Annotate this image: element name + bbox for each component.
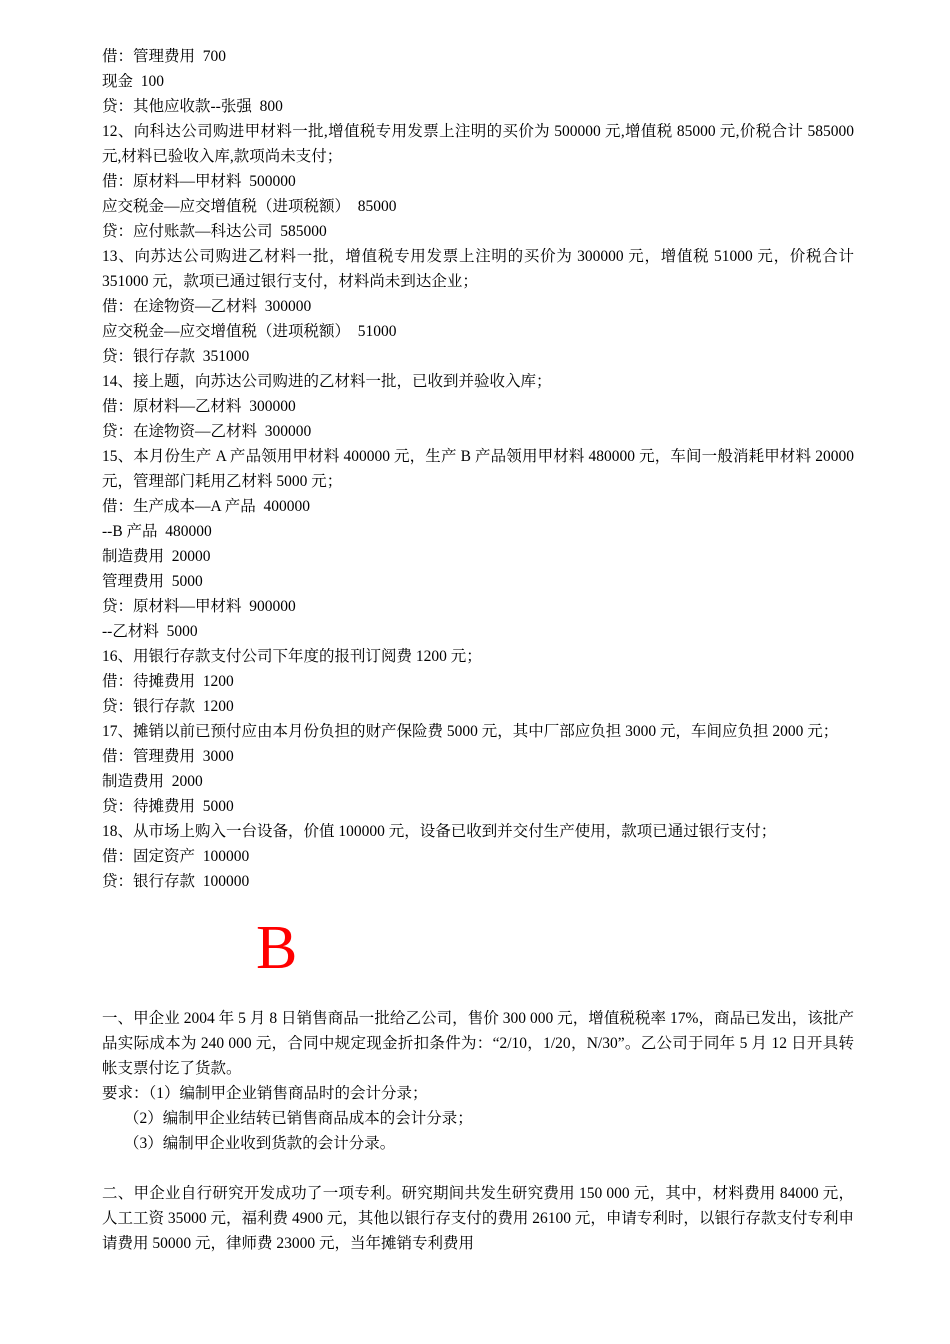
- journal-entries: [102, 44, 854, 894]
- question-one: [102, 1006, 854, 1156]
- entry-line: 借：原材料—甲材料 500000: [102, 173, 296, 190]
- entry-line: 现金 100: [102, 73, 165, 90]
- problem-statement: 16、用银行存款支付公司下年度的报刊订阅费 1200 元；: [102, 648, 482, 665]
- entry-line: 借：管理费用 3000: [102, 748, 234, 765]
- entry-line: 贷：银行存款 100000: [102, 873, 250, 890]
- question-text: 二、甲企业自行研究开发成功了一项专利。研究期间共发生研究费用 150 000 元，其中，材料费用 84000 元，人工工资 35000 元，福利费 4900 元，其他以银行存支付的费用 26100 元，申请专利时，以银行存款支付专利申请费用 50000 元，律师费 23000 元，当年摊销专利费用: [102, 1185, 854, 1252]
- section-letter: B: [256, 914, 298, 982]
- entry-line: 制造费用 2000: [102, 773, 203, 790]
- problem-statement: 12、向科达公司购进甲材料一批,增值税专用发票上注明的买价为 500000 元,增值税 85000 元,价税合计 585000 元,材料已验收入库,款项尚未支付；: [102, 123, 854, 165]
- entry-line: 贷：应付账款—科达公司 585000: [102, 223, 327, 240]
- entry-line: 借：固定资产 100000: [102, 848, 250, 865]
- entry-line: 贷：银行存款 1200: [102, 698, 234, 715]
- question-text: 一、甲企业 2004 年 5 月 8 日销售商品一批给乙公司，售价 300 000 元，增值税税率 17%，商品已发出，该批产品实际成本为 240 000 元，合同中规定现金折扣条件为：“2/10，1/20，N/30”。乙公司于同年 5 月 12 日开具转帐支票付讫了货款。: [102, 1010, 854, 1077]
- requirement-line: （2）编制甲企业结转已销售商品成本的会计分录；: [124, 1110, 473, 1127]
- question-two: [102, 1181, 854, 1256]
- entry-line: 贷：银行存款 351000: [102, 348, 250, 365]
- requirement-line: （3）编制甲企业收到货款的会计分录。: [124, 1135, 396, 1152]
- entry-line: 贷：原材料—甲材料 900000: [102, 598, 296, 615]
- problem-statement: 13、向苏达公司购进乙材料一批，增值税专用发票上注明的买价为 300000 元，增值税 51000 元，价税合计 351000 元，款项已通过银行支付，材料尚未到达企业；: [102, 248, 854, 290]
- entry-line: 借：在途物资—乙材料 300000: [102, 298, 312, 315]
- entry-line: 贷：其他应收款--张强 800: [102, 98, 283, 115]
- problem-statement: 18、从市场上购入一台设备，价值 100000 元，设备已收到并交付生产使用，款项已通过银行支付；: [102, 823, 777, 840]
- entry-line: 借：待摊费用 1200: [102, 673, 234, 690]
- entry-line: 贷：在途物资—乙材料 300000: [102, 423, 312, 440]
- entry-line: --乙材料 5000: [102, 623, 198, 640]
- entry-line: 应交税金—应交增值税（进项税额） 85000: [102, 198, 397, 215]
- problem-statement: 17、摊销以前已预付应由本月份负担的财产保险费 5000 元，其中厂部应负担 3000 元，车间应负担 2000 元；: [102, 723, 839, 740]
- entry-line: --B 产品 480000: [102, 523, 212, 540]
- requirement-line: 要求：（1）编制甲企业销售商品时的会计分录；: [102, 1085, 428, 1102]
- entry-line: 应交税金—应交增值税（进项税额） 51000: [102, 323, 397, 340]
- paragraph-gap: [102, 1156, 854, 1181]
- problem-statement: 14、接上题，向苏达公司购进的乙材料一批，已收到并验收入库；: [102, 373, 552, 390]
- entry-line: 贷：待摊费用 5000: [102, 798, 234, 815]
- problem-statement: 15、本月份生产 A 产品领用甲材料 400000 元，生产 B 产品领用甲材料 480000 元，车间一般消耗甲材料 20000 元，管理部门耗用乙材料 5000 元；: [102, 448, 854, 490]
- document-page: [102, 44, 854, 1256]
- entry-line: 制造费用 20000: [102, 548, 211, 565]
- entry-line: 借：生产成本—A 产品 400000: [102, 498, 310, 515]
- entry-line: 管理费用 5000: [102, 573, 203, 590]
- entry-line: 借：管理费用 700: [102, 48, 227, 65]
- entry-line: 借：原材料—乙材料 300000: [102, 398, 296, 415]
